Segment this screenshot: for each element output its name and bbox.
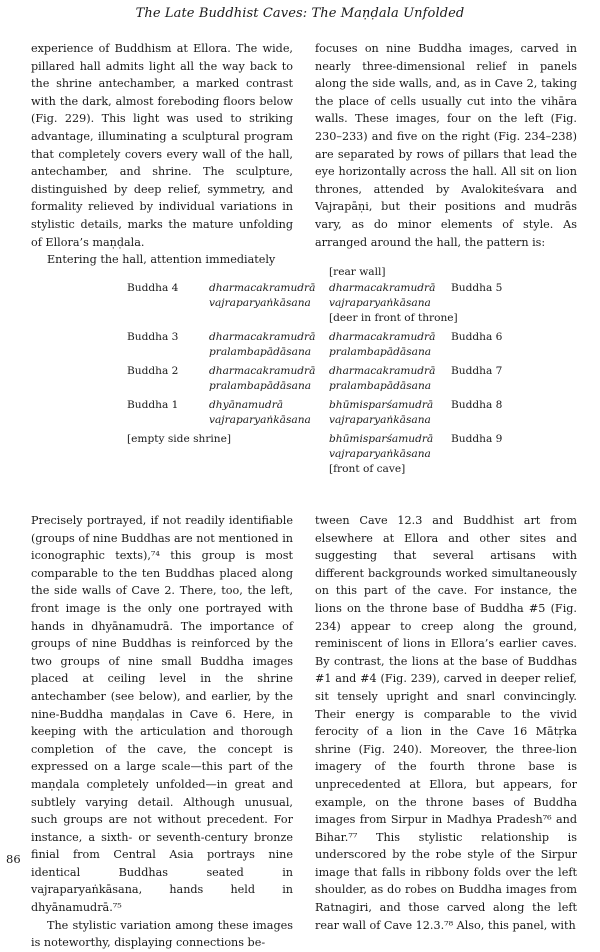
right-column-top [315,40,577,251]
right-buddha-seat: pralambapādāsana [329,346,432,358]
left-buddha-mudra: dharmacakramudrā [209,365,316,377]
right-buddha-mudra: dharmacakramudrā [329,282,436,294]
right-buddha-seat: vajraparyaṅkāsana [329,414,431,426]
right-buddha-name: Buddha 5 [451,282,503,294]
right-buddha-mudra: dharmacakramudrā [329,331,436,343]
left-buddha-mudra: dhyānamudrā [209,399,284,411]
left-buddha-seat: vajraparyaṅkāsana [209,297,311,309]
empty-side-shrine-label: [empty side shrine] [127,433,232,445]
left-buddha-name: Buddha 1 [127,399,179,411]
paragraph: The stylistic variation among these images is noteworthy, displaying connections be- [31,918,293,950]
left-buddha-seat: pralambapādāsana [209,380,312,392]
right-column-bottom [315,512,577,934]
left-buddha-name: Buddha 2 [127,365,179,377]
left-column-top [31,40,293,269]
left-buddha-mudra: dharmacakramudrā [209,282,316,294]
paragraph: Entering the hall, attention immediately [47,253,276,267]
right-buddha-mudra: dharmacakramudrā [329,365,436,377]
running-header: The Late Buddhist Caves: The Maṇḍala Unfolded [135,6,465,21]
right-buddha-name: Buddha 8 [451,399,503,411]
right-buddha-name: Buddha 7 [451,365,503,377]
right-buddha-seat: vajraparyaṅkāsana [329,448,431,460]
left-buddha-name: Buddha 3 [127,331,179,343]
paragraph: focuses on nine Buddha images, carved in nearly three-dimensional relief in panels along the side walls, and, as in Cave 2, taking the place of cells usually cut into the vihāra walls. These images, four on the left (Fig. 230–233) and five on the right (Fig. 234–238) are separated by rows of pillars that lead the eye horizontally across the hall. All sit on lion thrones, attended by Avalokiteśvara and Vajrapāṇi, but their positions and mudrās vary, as do minor elements of style. As arranged around the hall, the pattern is: [315,42,577,249]
front-of-cave-label: [front of cave] [329,463,406,475]
deer-note: [deer in front of throne] [329,312,458,324]
paragraph: Precisely portrayed, if not readily identifiable (groups of nine Buddhas are not mentioned in iconographic texts),⁷⁴ this group is most comparable to the ten Buddhas placed along the side walls of Cave 2. There, too, the left, front image is the only one portrayed with hands in dhyānamudrā. The importance of groups of nine Buddhas is reinforced by the two groups of nine small Buddha images placed at ceiling level in the shrine antechamber (see below), and earlier, by the nine-Buddha maṇḍalas in Cave 6. Here, in keeping with the articulation and thorough completion of the cave, the concept is expressed on a large scale—this part of the maṇḍala completely unfolded—in great and subtlely varying detail. Although unusual, such groups are not without precedent. For instance, a sixth- or seventh-century bronze finial from Central Asia portrays nine identical Buddhas seated in vajraparyaṅkāsana, hands held in dhyānamudrā.⁷⁵ [31,514,293,915]
left-column-bottom [31,512,293,952]
right-buddha-seat: pralambapādāsana [329,380,432,392]
right-buddha-mudra: bhūmisparśamudrā [329,433,434,445]
left-buddha-seat: pralambapādāsana [209,346,312,358]
right-buddha-mudra: bhūmisparśamudrā [329,399,434,411]
left-buddha-mudra: dharmacakramudrā [209,331,316,343]
right-buddha-name: Buddha 9 [451,433,503,445]
paragraph: experience of Buddhism at Ellora. The wide, pillared hall admits light all the way back to the shrine antechamber, a marked contrast with the dark, almost foreboding floors below (Fig. 229). This light was used to striking advantage, illuminating a sculptural program that completely covers every wall of the hall, antechamber, and shrine. The sculpture, distinguished by deep relief, symmetry, and formality relieved by individual variations in stylistic details, marks the mature unfolding of Ellora’s maṇḍala. [31,42,293,249]
left-buddha-seat: vajraparyaṅkāsana [209,414,311,426]
page-number: 86 [6,852,21,866]
left-buddha-name: Buddha 4 [127,282,179,294]
paragraph: tween Cave 12.3 and Buddhist art from elsewhere at Ellora and other sites and suggesting that several artisans with different backgrounds worked simultaneously on this part of the cave. For instance, the lions on the throne base of Buddha #5 (Fig. 234) appear to creep along the ground, reminiscent of lions in Ellora’s earlier caves. By contrast, the lions at the base of Buddhas #1 and #4 (Fig. 239), carved in deeper relief, sit tensely upright and snarl convincingly. Their energy is comparable to the vivid ferocity of a lion in the Cave 16 Mātṛka shrine (Fig. 240). Moreover, the three-lion imagery of the fourth throne base is unprecedented at Ellora, but appears, for example, on the throne bases of Buddha images from Sirpur in Madhya Pradesh⁷⁶ and Bihar.⁷⁷ This stylistic relationship is underscored by the robe style of the Sirpur image that falls in ribbony folds over the left shoulder, as do robes on Buddha images from Ratnagiri, and those carved along the left rear wall of Cave 12.3.⁷⁸ Also, this panel, with [315,514,577,932]
right-buddha-seat: vajraparyaṅkāsana [329,297,431,309]
right-buddha-name: Buddha 6 [451,331,503,343]
rear-wall-label: [rear wall] [329,266,386,278]
